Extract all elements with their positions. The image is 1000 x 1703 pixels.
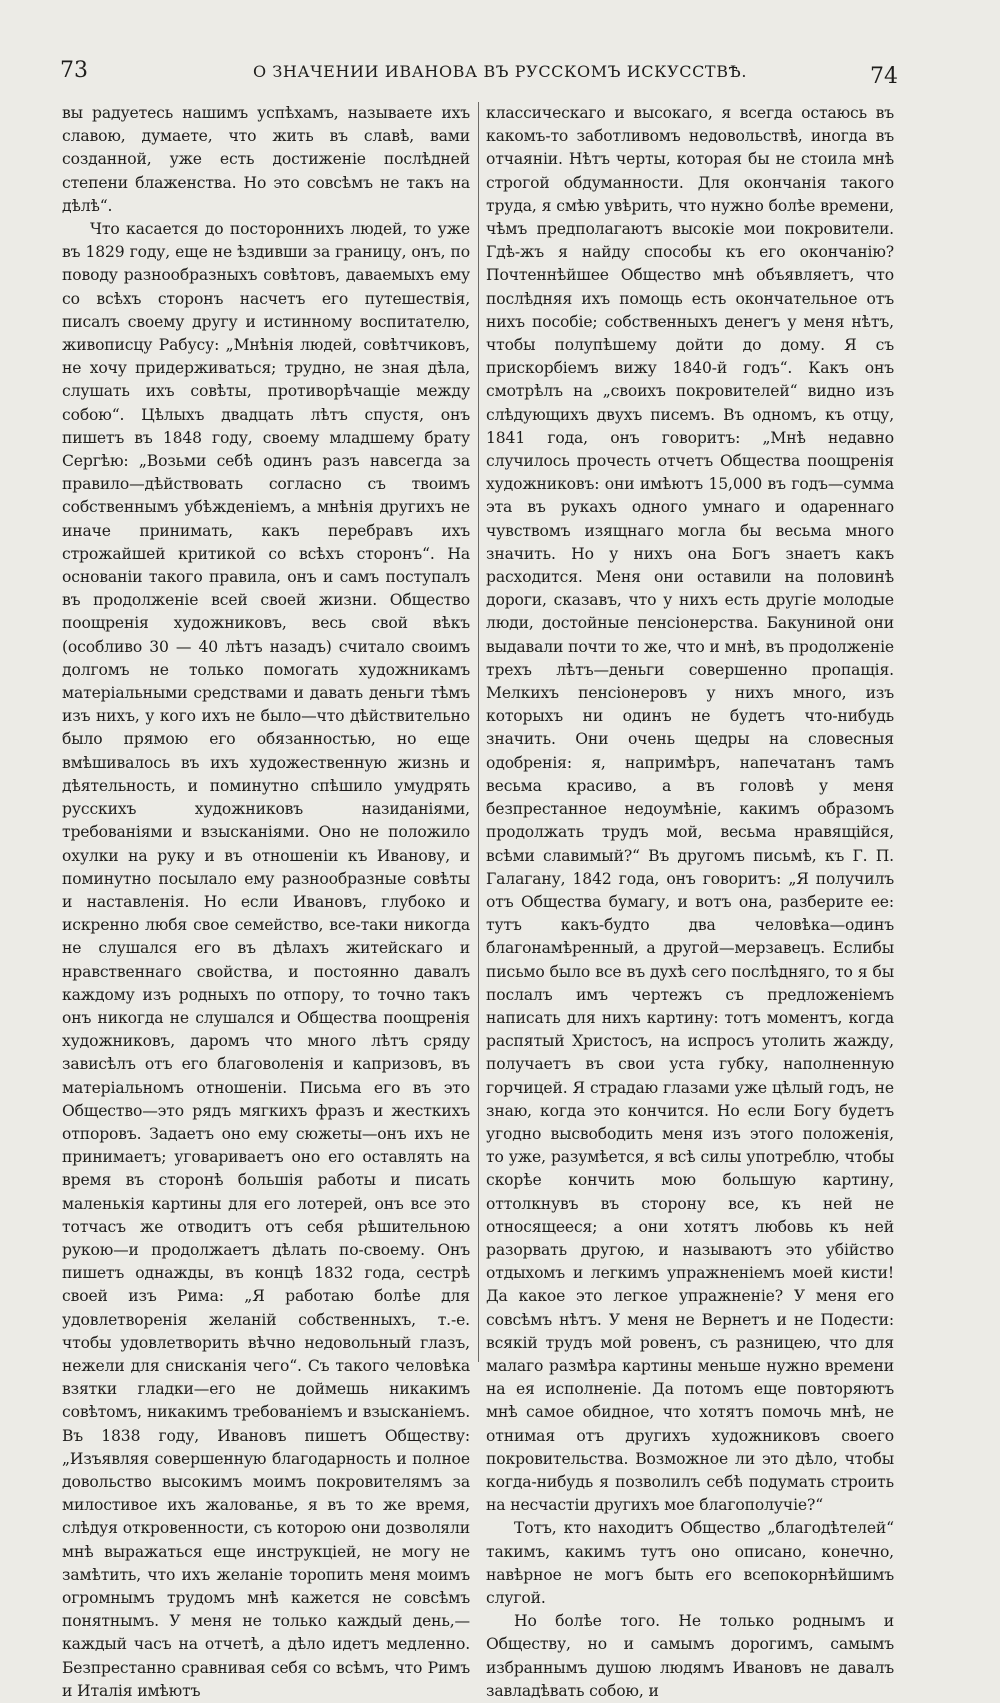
paragraph: Что касается до постороннихъ людей, то уже въ 1829 году, еще не ѣздивши за границу, онъ, по поводу разнообразныхъ совѣтовъ, даваемыхъ ему со всѣхъ сторонъ насчетъ его путешествія, писалъ своему другу и истинному воспитателю, живописцу Рабусу: „Мнѣнія людей, совѣтчиковъ, не хочу придерживаться; трудно, не зная дѣла, слушать ихъ совѣты, противорѣчащіе между собою“. Цѣлыхъ двадцать лѣтъ спустя, онъ пишетъ въ 1848 году, своему младшему брату Сергѣю: „Возьми себѣ одинъ разъ навсегда за правило—дѣйствовать согласно съ твоимъ собственнымъ убѣжденіемъ, а мнѣнія другихъ не иначе принимать, какъ перебравъ ихъ строжайшей критикой со всѣхъ сторонъ“. На основаніи такого правила, онъ и самъ поступалъ въ продолженіе всей своей жизни. Общество поощренія художниковъ, весь свой вѣкъ (особливо 30 — 40 лѣтъ назадъ) считало своимъ долгомъ не только помогать художникамъ матеріальными средствами и давать деньги тѣмъ изъ нихъ, у кого ихъ не было—что дѣйствительно было прямою его обязанностью, но еще вмѣшивалось въ ихъ художественную жизнь и дѣятельность, и поминутно спѣшило умудрять русскихъ художниковъ назиданіями, требованіями и взысканіями. Оно не положило охулки на руку и въ отношеніи къ Иванову, и поминутно посылало ему разнообразные совѣты и наставленія. Но если Ивановъ, глубоко и искренно любя свое семейство, все-таки никогда не слушался его въ дѣлахъ житейскаго и нравственнаго свойства, и постоянно давалъ каждому изъ родныхъ по отпору, то точно такъ онъ никогда не слушался и Общества поощренія художниковъ, даромъ что много лѣтъ сряду зависѣлъ отъ его благоволенія и капризовъ, въ матеріальномъ отношеніи. Письма его въ это Общество—это рядъ мягкихъ фразъ и жесткихъ отпоровъ. Задаетъ оно ему сюжеты—онъ ихъ не принимаетъ; уговариваетъ оно его оставлять на время въ сторонѣ большія работы и писать маленькія картины для его лотерей, онъ все это тотчасъ же отводитъ отъ себя рѣшительною рукою—и продолжаетъ дѣлать по-своему. Онъ пишетъ однажды, въ концѣ 1832 года, сестрѣ своей изъ Рима: „Я работаю болѣе для удовлетворенія желаній собственныхъ, т.-е. чтобы удовлетворить вѣчно недовольный глазъ, нежели для снисканія чего“. Съ такого человѣка взятки гладки—его не доймешь никакимъ совѣтомъ, никакимъ требованіемъ и взысканіемъ. Въ 1838 году, Ивановъ пишетъ Обществу: „Изъявляя совершенную благодарность и полное довольство высокимъ моимъ покровителямъ за милостивое ихъ жалованье, я въ то же время, слѣдуя откровенности, съ которою они дозволяли мнѣ выражаться еще инструкціей, не могу не замѣтить, что ихъ желаніе торопить меня моимъ огромнымъ трудомъ мнѣ кажется не совсѣмъ понятнымъ. У меня не только каждый день,—каждый часъ на отчетѣ, а дѣло идетъ медленно. Безпрестанно сравнивая себя со всѣмъ, что Римъ и Италія имѣютъ <box>62 220 470 1700</box>
running-title: О ЗНАЧЕНИИ ИВАНОВА ВЪ РУССКОМЪ ИСКУССТВѢ. <box>252 62 748 81</box>
column-divider <box>478 102 479 1362</box>
paragraph: Тотъ, кто находитъ Общество „благодѣтелей“ такимъ, какимъ тутъ оно описано, конечно, навѣрное не могъ быть его всепокорнѣйшимъ слугой. <box>486 1519 894 1607</box>
right-column <box>486 102 894 1700</box>
page-number-left: 73 <box>60 58 88 83</box>
page-number-right: 74 <box>870 64 898 89</box>
paragraph: вы радуетесь нашимъ успѣхамъ, называете ихъ славою, думаете, что жить въ славѣ, вами созданной, уже есть достиженіе послѣдней степени блаженства. Но это совсѣмъ не такъ на дѣлѣ“. <box>62 104 470 215</box>
left-column <box>62 102 470 1700</box>
paragraph: классическаго и высокаго, я всегда остаюсь въ какомъ-то заботливомъ недовольствѣ, иногда въ отчаяніи. Нѣтъ черты, которая бы не стоила мнѣ строгой обдуманности. Для окончанія такого труда, я смѣю увѣрить, что нужно болѣе времени, чѣмъ предполагаютъ высокіе мои покровители. Гдѣ-жъ я найду способы къ его окончанію? Почтеннѣйшее Общество мнѣ объявляетъ, что послѣдняя ихъ помощь есть окончательное отъ нихъ пособіе; собственныхъ денегъ у меня нѣтъ, чтобы полупѣшему дойти до дому. Я съ прискорбіемъ вижу 1840-й годъ“. Какъ онъ смотрѣлъ на „своихъ покровителей“ видно изъ слѣдующихъ двухъ писемъ. Въ одномъ, къ отцу, 1841 года, онъ говоритъ: „Мнѣ недавно случилось прочесть отчетъ Общества поощренія художниковъ: они имѣютъ 15,000 въ годъ—сумма эта въ рукахъ одного умнаго и одареннаго чувствомъ изящнаго могла бы весьма много значить. Но у нихъ она Богъ знаетъ какъ расходится. Меня они оставили на половинѣ дороги, сказавъ, что у нихъ есть другіе молодые люди, достойные пенсіонерства. Бакуниной они выдавали почти то же, что и мнѣ, въ продолженіе трехъ лѣтъ—деньги совершенно пропащія. Мелкихъ пенсіонеровъ у нихъ много, изъ которыхъ ни одинъ не будетъ что-нибудь значить. Они очень щедры на словесныя одобренія: я, напримѣръ, напечатанъ тамъ весьма красиво, а въ головѣ у меня безпрестанное недоумѣніе, какимъ образомъ продолжать трудъ мой, весьма нравящійся, всѣми славимый?“ Въ другомъ письмѣ, къ Г. П. Галагану, 1842 года, онъ говоритъ: „Я получилъ отъ Общества бумагу, и вотъ она, разберите ее: тутъ какъ-будто два человѣка—одинъ благонамѣренный, а другой—мерзавецъ. Еслибы письмо было все въ духѣ сего послѣдняго, то я бы послалъ имъ чертежъ съ предложеніемъ написать для нихъ картину: тотъ моментъ, когда распятый Христосъ, на испросъ утолить жажду, получаетъ въ свои уста губку, наполненную горчицей. Я страдаю глазами уже цѣлый годъ, не знаю, когда это кончится. Но если Богу будетъ угодно высвободить меня изъ этого положенія, то уже, разумѣется, я всѣ силы употреблю, чтобы скорѣе кончить мою большую картину, оттолкнувъ въ сторону все, къ ней не относящееся; а они хотятъ любовь къ ней разорвать другою, и называютъ это убійство отдыхомъ и легкимъ упражненіемъ моей кисти! Да какое это легкое упражненіе? У меня его совсѣмъ нѣтъ. У меня не Вернетъ и не Подести: всякій трудъ мой ровенъ, съ разницею, что для малаго размѣра картины меньше нужно времени на ея исполненіе. Да потомъ еще повторяютъ мнѣ самое обидное, что хотятъ помочь мнѣ, не отнимая отъ другихъ художниковъ своего покровительства. Возможное ли это дѣло, чтобы когда-нибудь я позволилъ себѣ подумать строить на несчастіи другихъ мое благополучіе?“ <box>486 104 894 1515</box>
running-header <box>0 52 1000 92</box>
paragraph: Но болѣе того. Не только роднымъ и Обществу, но и самымъ дорогимъ, самымъ избраннымъ душою людямъ Ивановъ не давалъ завладѣвать собою, и <box>486 1612 894 1700</box>
